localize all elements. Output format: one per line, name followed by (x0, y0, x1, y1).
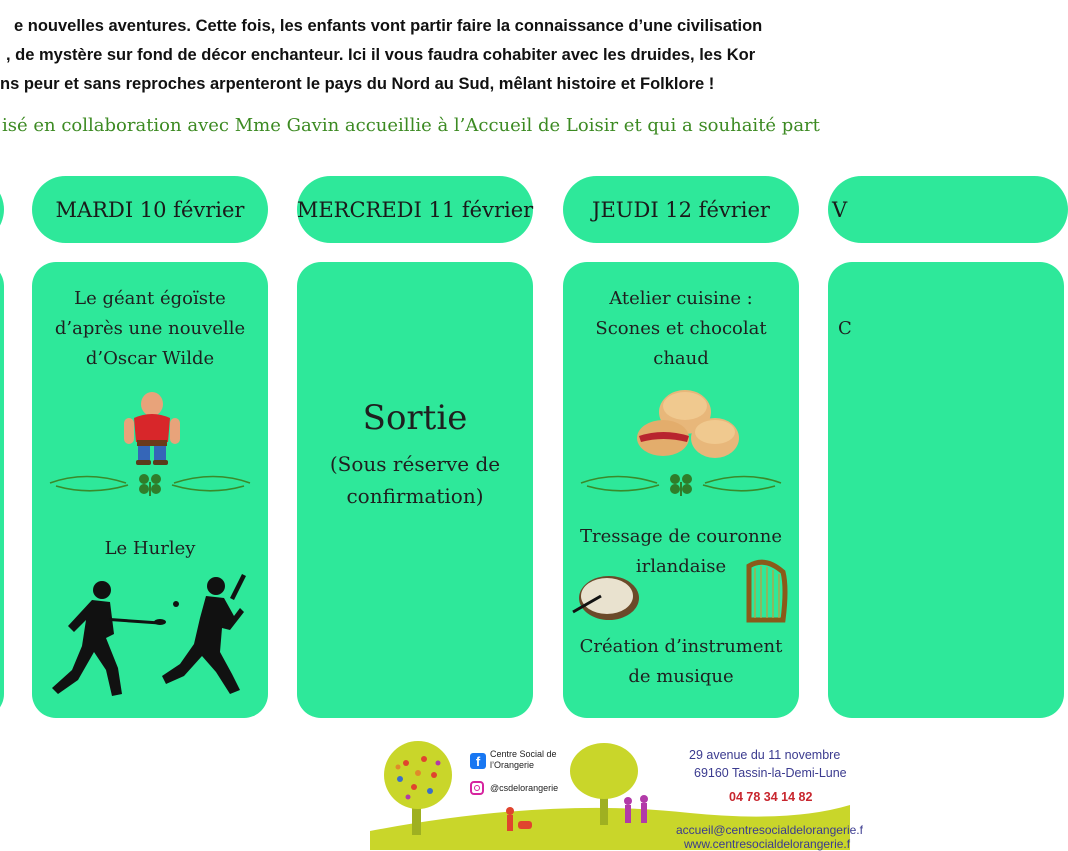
activity-geant (32, 284, 268, 374)
day-pill-partial-left (0, 176, 4, 243)
irish-drum-icon (571, 574, 643, 624)
facebook-label[interactable] (490, 749, 557, 771)
instagram-icon[interactable] (470, 781, 484, 795)
address-line-1: 29 avenue du 11 novembre (689, 748, 841, 762)
day-card-vendredi (828, 262, 1064, 718)
email-address[interactable]: accueil@centresocialdelorangerie.f (676, 823, 863, 837)
giant-icon (120, 388, 184, 466)
harp-icon (743, 558, 791, 624)
collaboration-text: isé en collaboration avec Mme Gavin accueillie à l’Accueil de Loisir et qui a souhaité part (2, 115, 820, 136)
activity-cuisine-line-2: Scones et chocolat (595, 318, 767, 339)
website-url[interactable]: www.centresocialdelorangerie.f (684, 837, 851, 851)
activity-instrument-line-1: Création d’instrument (579, 636, 783, 657)
activity-geant-line-2: d’après une nouvelle (54, 318, 246, 339)
day-pill-mardi: MARDI 10 février (32, 176, 268, 243)
activity-hurley: Le Hurley (104, 538, 196, 559)
day-pill-vendredi-label: V (832, 197, 848, 222)
activity-geant-line-1: Le géant égoïste (74, 288, 226, 309)
intro-line-1: e nouvelles aventures. Cette fois, les enfants vont partir faire la connaissance d’une civilisation (14, 17, 763, 35)
activity-instrument-line-2: de musique (628, 666, 734, 687)
activity-cuisine (563, 284, 799, 374)
facebook-icon[interactable]: f (470, 753, 486, 769)
activity-tressage-line-2: irlandaise (635, 556, 727, 577)
activity-sortie-note (297, 448, 533, 512)
day-card-jeudi (563, 262, 799, 718)
clover-divider-icon (46, 468, 254, 498)
day-card-mardi (32, 262, 268, 718)
intro-line-3: ns peur et sans reproches arpenteront le pays du Nord au Sud, mêlant histoire et Folklore ! (0, 75, 715, 93)
day-card-mercredi (297, 262, 533, 718)
activity-sortie-title: Sortie (362, 398, 468, 438)
activity-tressage-line-1: Tressage de couronne (579, 526, 783, 547)
day-pill-jeudi: JEUDI 12 février (563, 176, 799, 243)
facebook-label-line-2: l’Orangerie (490, 760, 535, 770)
day-pill-mercredi: MERCREDI 11 février (297, 176, 533, 243)
day-pill-vendredi (828, 176, 1068, 243)
hurling-players-icon (44, 568, 254, 704)
intro-line-2: , de mystère sur fond de décor enchanteur. Ici il vous faudra cohabiter avec les druides, les Kor (6, 46, 756, 64)
clover-divider-icon (577, 468, 785, 498)
activity-sortie-note-line-2: confirmation) (346, 484, 484, 508)
activity-instrument (563, 632, 799, 692)
activity-vendredi-partial: C (838, 318, 852, 339)
facebook-label-line-1: Centre Social de (490, 749, 557, 759)
scones-icon (633, 382, 743, 464)
intro-text (0, 12, 850, 99)
day-card-partial-left (0, 262, 4, 718)
footer (370, 735, 863, 851)
address-line-2: 69160 Tassin-la-Demi-Lune (694, 766, 847, 780)
phone-number[interactable]: 04 78 34 14 82 (729, 790, 813, 804)
activity-cuisine-line-3: chaud (653, 348, 709, 369)
activity-cuisine-line-1: Atelier cuisine : (609, 288, 753, 309)
activity-sortie-note-line-1: (Sous réserve de (329, 452, 501, 476)
instagram-label[interactable]: @csdelorangerie (490, 783, 559, 793)
activity-geant-line-3: d’Oscar Wilde (85, 348, 215, 369)
